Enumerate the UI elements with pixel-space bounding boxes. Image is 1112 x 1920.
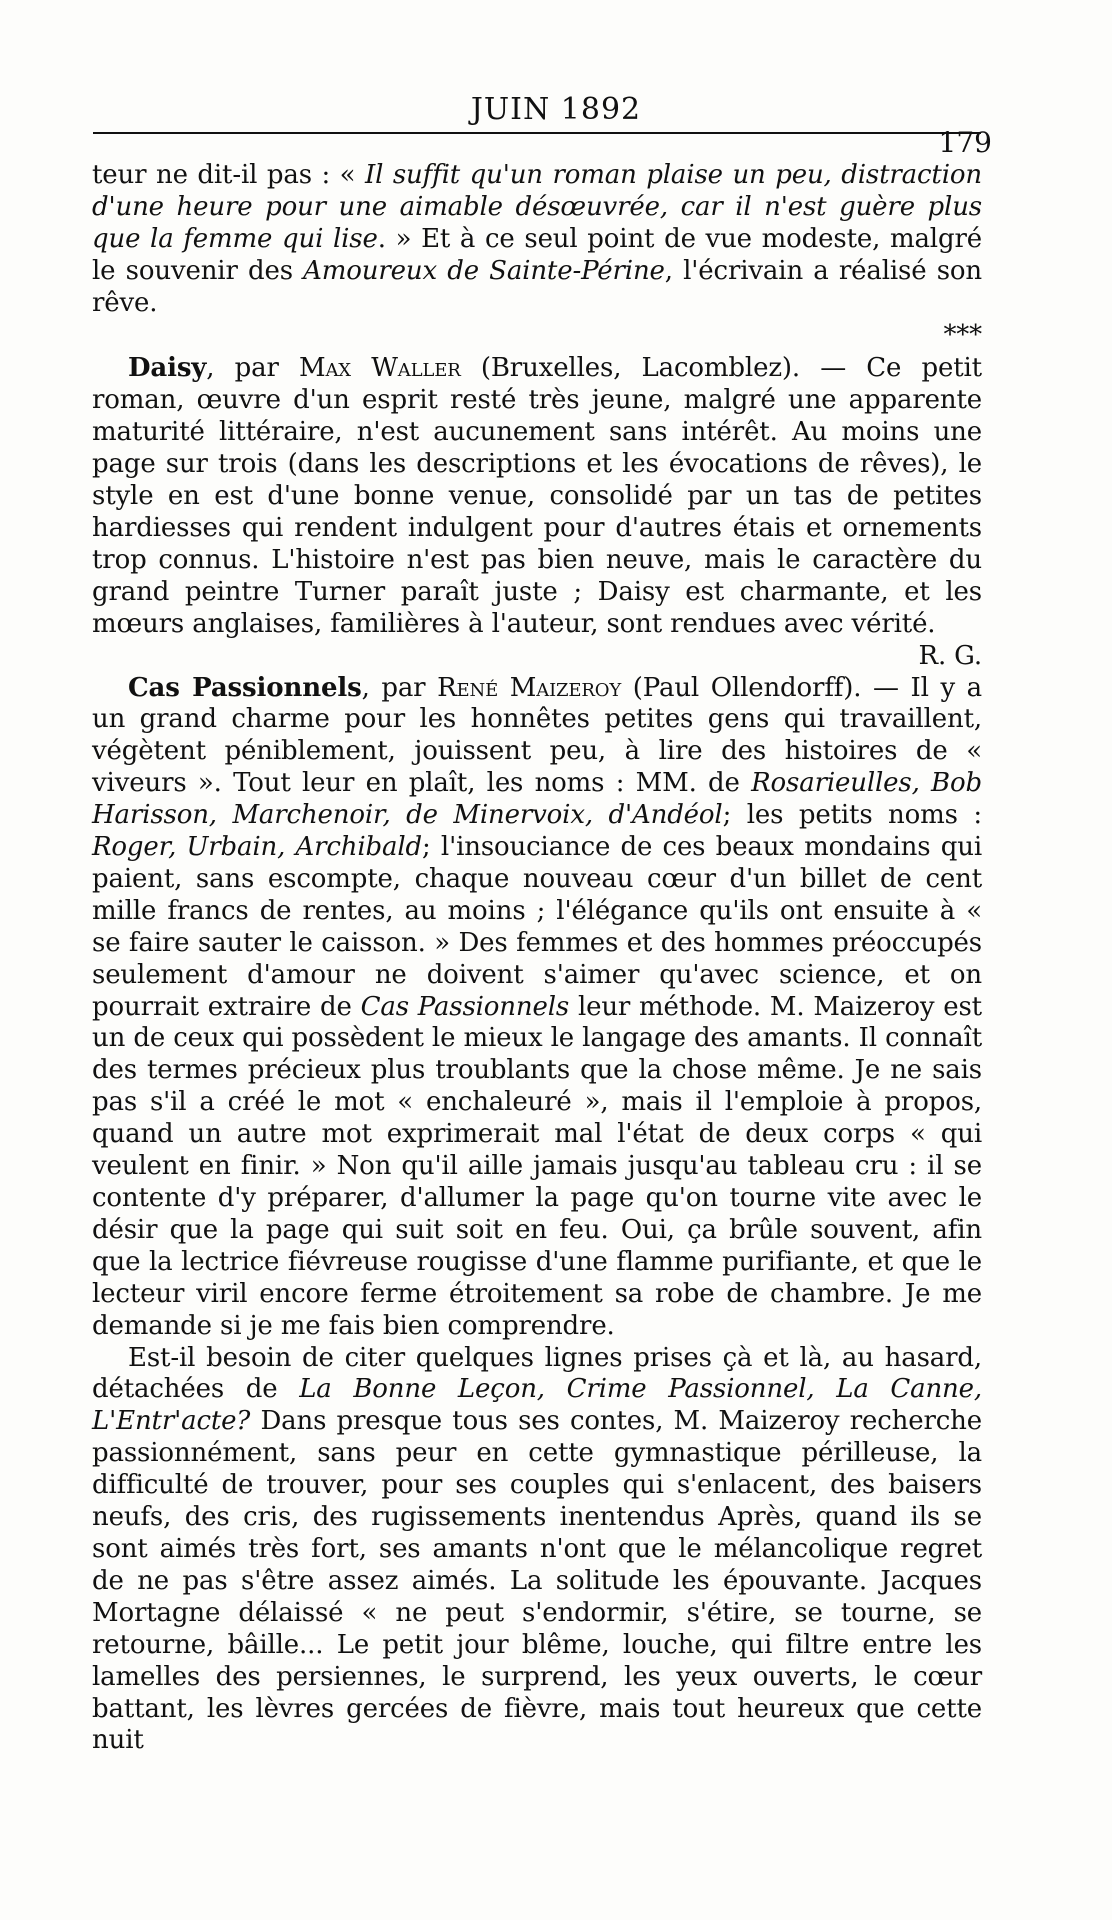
intro-text-1: teur ne dit-il pas : « <box>92 160 365 190</box>
daisy-signature: R. G. <box>918 640 982 671</box>
text-column <box>92 160 982 1757</box>
daisy-text-2: (Bruxelles, Lacomblez). — Ce petit roman, œuvre d'un esprit resté très jeune, malgré une apparente maturité littéraire, n'est aucunement sans intérêt. Au moins une page sur trois (dans les descriptions et les évocations de rêves), le style en est d'une bonne venue, consolidé par un tas de petites hardiesses qui rendent indulgent pour d'autres étais et ornements trop connus. L'histoire n'est pas bien neuve, mais le caractère du grand peintre Turner paraît juste ; Daisy est charmante, et les mœurs anglaises, familières à l'auteur, sont rendues avec vérité. <box>92 353 982 639</box>
daisy-title: Daisy <box>128 353 207 384</box>
cas2-titles: La Bonne Leçon, Crime Passionnel, La Canne, L'Entr'acte? <box>92 1374 983 1437</box>
running-head: JUIN 1892 <box>470 92 642 127</box>
intro-quote: Il suffit qu'un roman plaise un peu, distraction d'une heure pour une aimable désœuvrée, car il n'est guère plus que la femme qui lise <box>92 160 982 254</box>
cas-text-2: (Paul Ollendorff). — Il y a un grand charme pour les honnêtes petites gens qui travaillent, végètent péniblement, jouissent peu, à lire des histoires de « viveurs ». Tout leur en plaît, les noms : MM. de <box>92 672 983 799</box>
cas-title: Cas Passionnels <box>128 672 362 703</box>
separator-stars: *** <box>943 319 982 350</box>
cas-author: René Maizeroy <box>437 672 622 703</box>
cas2-text-1: Est-il besoin de citer quelques lignes prises çà et là, au hasard, détachées de <box>92 1342 982 1405</box>
daisy-text-1: , par <box>206 353 299 384</box>
intro-book-title: Amoureux de Sainte-Périne <box>303 255 665 286</box>
cas-review <box>92 673 982 1343</box>
cas-petits-noms: Roger, Urbain, Archibald <box>92 832 423 863</box>
intro-text-3: , l'écrivain a réalisé son rêve. <box>92 255 982 318</box>
cas-text-4: ; l'insouciance de ces beaux mondains qui paient, sans escompte, chaque nouveau cœur d'un billet de cent mille francs de rentes, au moins ; l'élégance qu'ils ont ensuite à « se faire sauter le caisson. » Des femmes et des hommes préoccupés seulement d'amour ne doivent s'aimer qu'avec science, et on pourrait extraire de <box>92 832 982 1022</box>
intro-text-2: . » Et à ce seul point de vue modeste, malgré le souvenir des <box>92 223 982 286</box>
cas2-text-2: Dans presque tous ses contes, M. Maizeroy recherche passionnément, sans peur en cette gymnastique périlleuse, la difficulté de trouver, pour ses couples qui s'enlacent, des baisers neufs, des cris, des rugissements inentendus Après, quand ils se sont aimés très fort, ses amants n'ont que le mélancolique regret de ne pas s'être assez aimés. La solitude les épouvante. Jacques Mortagne délaissé « ne peut s'endormir, s'étire, se tourne, se retourne, bâille... Le petit jour blême, louche, qui filtre entre les lamelles des persiennes, le surprend, les yeux ouverts, le cœur battant, les lèvres gercées de fièvre, mais tout heureux que cette nuit <box>92 1406 982 1756</box>
page-number: 179 <box>938 126 992 159</box>
cas-review-continued <box>92 1343 982 1758</box>
intro-paragraph <box>92 160 982 320</box>
cas-names: Rosarieulles, Bob Harisson, Marchenoir, de Minervoix, d'Andéol <box>92 768 982 831</box>
cas-text-1: , par <box>361 672 438 703</box>
daisy-review <box>92 353 982 640</box>
daisy-author: Max Waller <box>298 353 461 384</box>
cas-text-5: leur méthode. M. Maizeroy est un de ceux qui possèdent le mieux le langage des amants. Il connaît des termes précieux plus troublants que la chose même. Je ne sais pas s'il a créé le mot « enchaleuré », mais il l'emploie à propos, quand un autre mot exprimerait mal l'état de deux corps « qui veulent en finir. » Non qu'il aille jamais jusqu'au tableau cru : il se contente d'y préparer, d'allumer la page qu'on tourne vite avec le désir que la page qui suit soit en feu. Oui, ça brûle souvent, afin que la lectrice fiévreuse rougisse d'une flamme purifiante, et que le lecteur viril encore ferme étroitement sa robe de chambre. Je me demande si je me fais bien comprendre. <box>92 991 982 1341</box>
header-rule <box>93 132 981 134</box>
cas-book-title: Cas Passionnels <box>360 991 570 1022</box>
cas-text-3: ; les petits noms : <box>722 800 982 831</box>
